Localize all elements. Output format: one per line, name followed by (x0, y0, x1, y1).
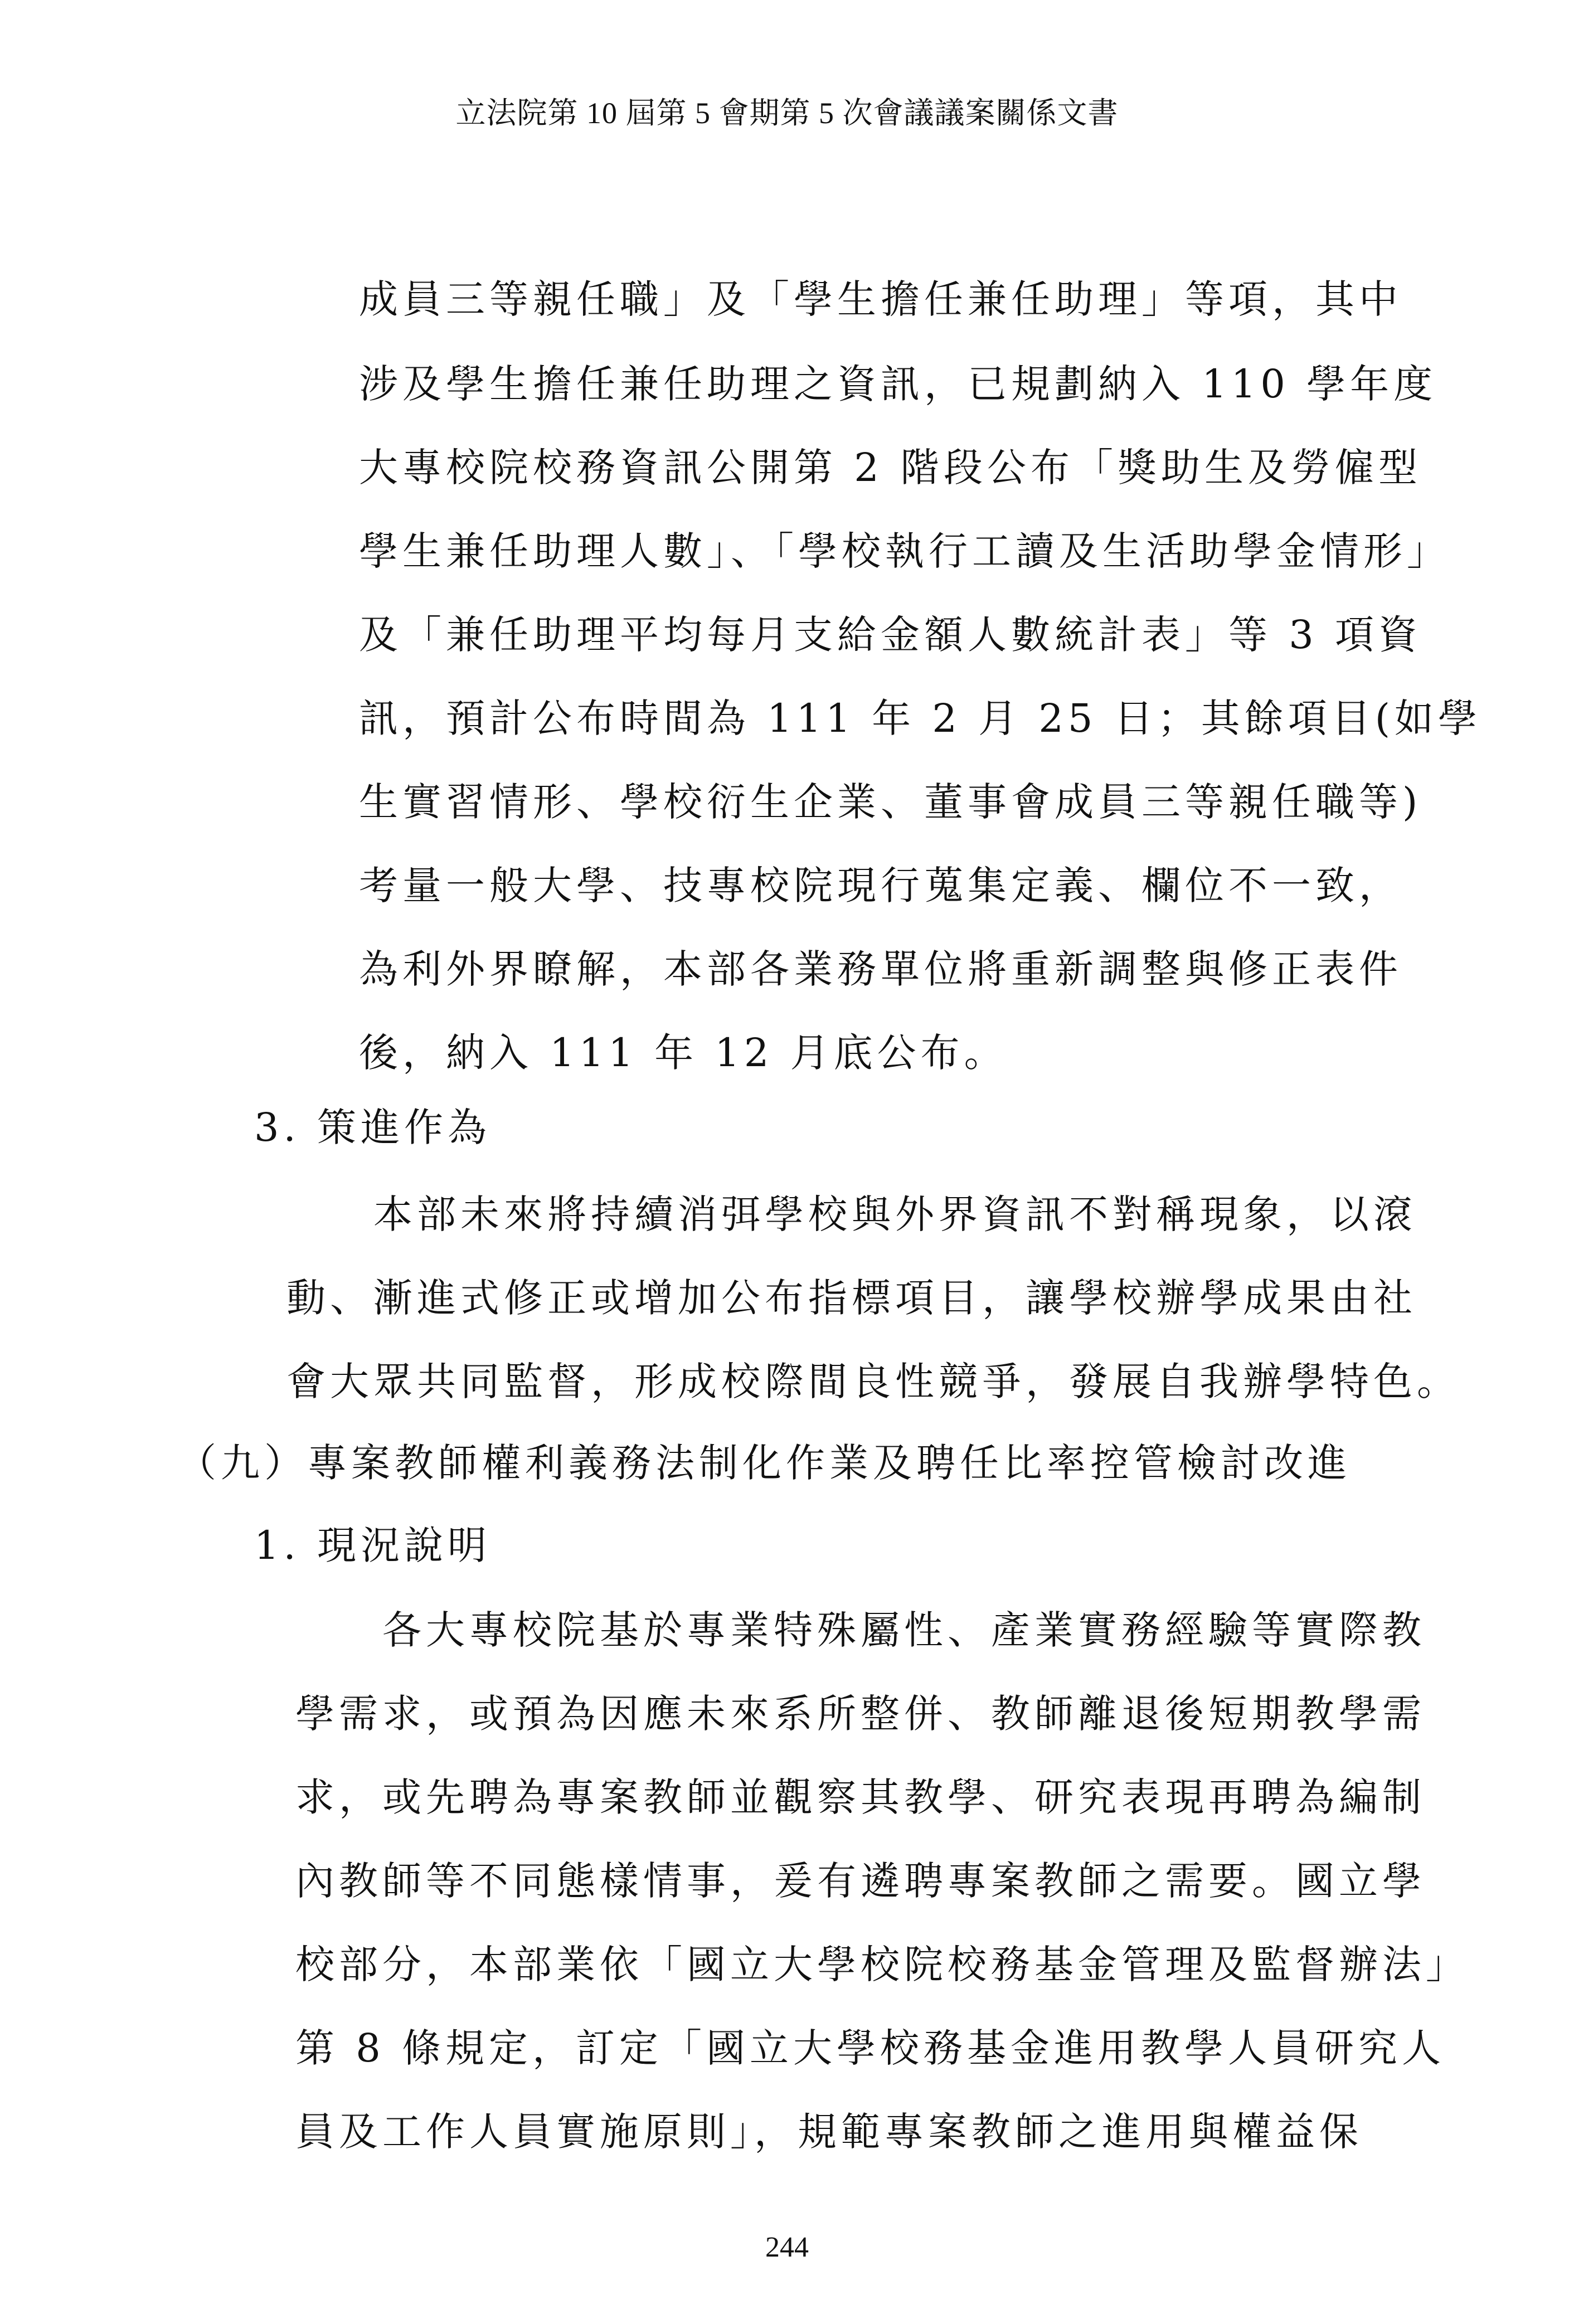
body-line-2: 涉及學生擔任兼任助理之資訊，已規劃納入 110 學年度 (359, 361, 1437, 407)
body-line-19: 第 8 條規定，訂定「國立大學校務基金進用教學人員研究人 (295, 2025, 1446, 2071)
body-line-11: 本部未來將持續消弭學校與外界資訊不對稱現象，以滾 (373, 1192, 1417, 1237)
body-line-8: 考量一般大學、技專校院現行蒐集定義、欄位不一致， (359, 863, 1402, 908)
body-line-12: 動、漸進式修正或增加公布指標項目，讓學校辦學成果由社 (286, 1275, 1417, 1321)
body-line-3: 大專校院校務資訊公開第 2 階段公布「獎助生及勞僱型 (359, 445, 1422, 490)
body-line-7: 生實習情形、學校衍生企業、董事會成員三等親任職等) (359, 779, 1422, 825)
body-line-13: 會大眾共同監督，形成校際間良性競爭，發展自我辦學特色。 (286, 1359, 1460, 1404)
body-line-15: 學需求，或預為因應未來系所整併、教師離退後短期教學需 (295, 1691, 1426, 1737)
body-line-4: 學生兼任助理人數」、「學校執行工讀及生活助學金情形」 (359, 528, 1450, 574)
body-line-16: 求，或先聘為專案教師並觀察其教學、研究表現再聘為編制 (295, 1774, 1426, 1820)
chapter-heading-nine: （九）專案教師權利義務法制化作業及聘任比率控管檢討改進 (177, 1440, 1351, 1486)
body-line-1: 成員三等親任職」及「學生擔任兼任助理」等項，其中 (359, 276, 1402, 322)
section-heading-3: 3. 策進作為 (254, 1105, 492, 1150)
page-number: 244 (765, 2231, 809, 2263)
body-line-18: 校部分，本部業依「國立大學校院校務基金管理及監督辦法」 (295, 1942, 1469, 1987)
body-line-6: 訊，預計公布時間為 111 年 2 月 25 日；其餘項目(如學 (359, 696, 1482, 741)
body-line-17: 內教師等不同態樣情事，爰有遴聘專案教師之需要。國立學 (295, 1858, 1426, 1904)
body-line-14: 各大專校院基於專業特殊屬性、產業實務經驗等實際教 (382, 1607, 1426, 1653)
body-line-9: 為利外界瞭解，本部各業務單位將重新調整與修正表件 (359, 946, 1402, 992)
section-heading-1: 1. 現況說明 (254, 1523, 492, 1568)
body-line-20: 員及工作人員實施原則」，規範專案教師之進用與權益保 (295, 2109, 1363, 2155)
body-line-5: 及「兼任助理平均每月支給金額人數統計表」等 3 項資 (359, 612, 1422, 658)
body-line-10: 後，納入 111 年 12 月底公布。 (359, 1030, 1008, 1076)
document-header: 立法院第 10 屆第 5 會期第 5 次會議議案關係文書 (455, 96, 1119, 130)
